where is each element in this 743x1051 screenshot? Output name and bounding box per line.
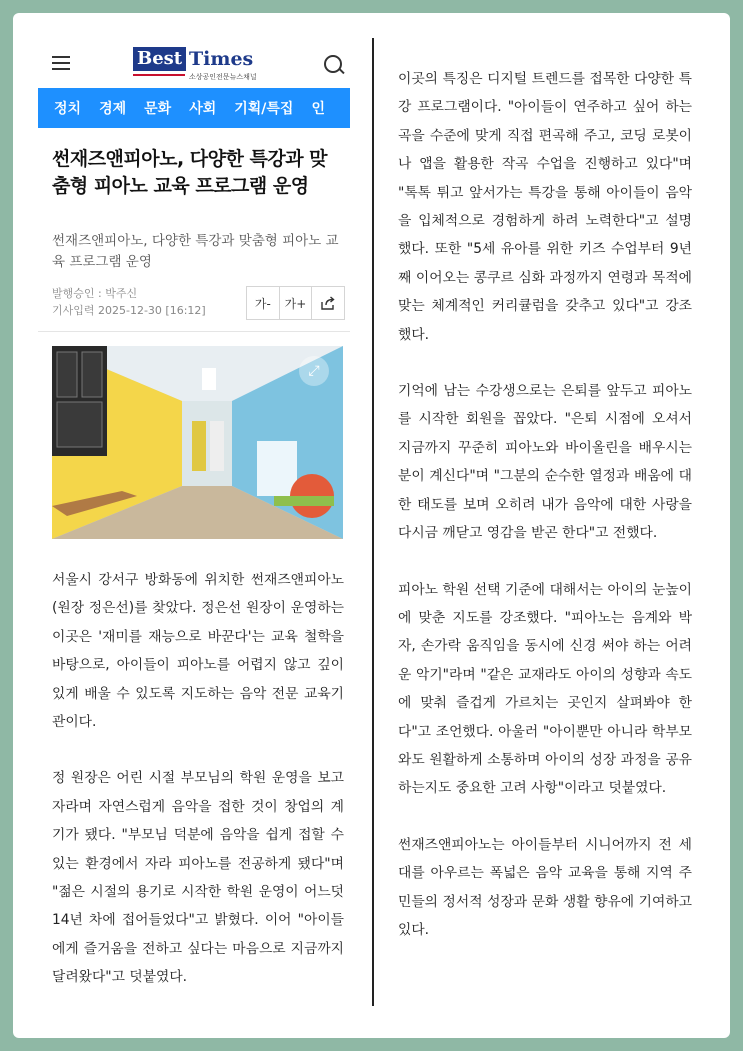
search-icon[interactable]: [324, 55, 342, 73]
category-nav: [38, 88, 350, 128]
paragraph: 기억에 남는 수강생으로는 은퇴를 앞두고 피아노를 시작한 회원을 꼽았다. "은퇴 시점에 오셔서 지금까지 꾸준히 피아노와 바이올린을 배우시는 분이 계신다"며 "그분의 순수한 열정과 배움에 대한 태도를 보며 오히려 내가 음악에 대한 사랑을 다시금 깨닫고 영감을 받곤 한다"고 전했다.: [398, 383, 692, 542]
article-body-right: [398, 65, 692, 972]
nav-item-politics[interactable]: 정치: [54, 101, 82, 117]
logo-underline: [133, 74, 185, 76]
article-body-left: [52, 566, 344, 1020]
nav-item-features[interactable]: 기획/특집: [234, 101, 294, 117]
approver-line: 발행승인 : 박주신: [52, 287, 138, 300]
logo-best: Best: [133, 47, 186, 71]
expand-icon[interactable]: ⤢: [299, 356, 329, 386]
publish-date: 기사입력 2025-12-30 [16:12]: [52, 304, 206, 317]
paragraph: 정 원장은 어린 시절 부모님의 학원 운영을 보고 자라며 자연스럽게 음악을 접한 것이 창업의 계기가 됐다. "부모님 덕분에 음악을 쉽게 접할 수 있는 환경에서 자라 피아노를 전공하게 됐다"며 "젊은 시절의 용기로 시작한 학원 운영이 어느덧 14년 차에 접어들었다"고 밝혔다. 이어 "아이들에게 즐거움을 전하고 싶다는 마음으로 지금까지 달려왔다"고 덧붙였다.: [52, 770, 344, 986]
article-meta: [52, 285, 206, 319]
paragraph: 이곳의 특징은 디지털 트렌드를 접목한 다양한 특강 프로그램이다. "아이들이 연주하고 싶어 하는 곡을 수준에 맞게 직접 편곡해 주고, 코딩 로봇이나 앱을 활용한 작곡 수업을 진행하고 있다"며 "톡톡 튀고 앞서가는 특강을 통해 아이들이 음악을 입체적으로 경험하게 하려 노력한다"고 설명했다. 또한 "5세 유아를 위한 키즈 수업부터 9년째 이어오는 콩쿠르 심화 과정까지 연령과 목적에 맞는 체계적인 커리큘럼을 갖추고 있다"고 강조했다.: [398, 71, 692, 343]
article-subtitle: 썬재즈앤피아노, 다양한 특강과 맞춤형 피아노 교육 프로그램 운영: [52, 233, 339, 270]
site-header: [38, 40, 350, 86]
font-larger-button[interactable]: 가+: [280, 287, 313, 319]
header-divider: [38, 331, 350, 332]
hamburger-menu-icon[interactable]: [52, 56, 70, 70]
nav-item-people[interactable]: 인: [311, 101, 325, 117]
article-title: 썬재즈앤피아노, 다양한 특강과 맞춤형 피아노 교육 프로그램 운영: [52, 148, 328, 197]
paragraph: 피아노 학원 선택 기준에 대해서는 아이의 눈높이에 맞춘 지도를 강조했다. "피아노는 음계와 박자, 손가락 움직임을 동시에 신경 써야 하는 어려운 악기"라며 "같은 교재라도 아이의 성향과 속도에 맞춰 즐겁게 가르치는 곳인지 살펴봐야 한다"고 조언했다. 아울러 "아이뿐만 아니라 학부모와도 원활하게 소통하며 아이의 성장 과정을 공유하는지도 중요한 고려 사항"이라고 덧붙였다.: [398, 581, 692, 797]
paragraph: 썬재즈앤피아노는 아이들부터 시니어까지 전 세대를 아우르는 폭넓은 음악 교육을 통해 지역 주민들의 정서적 성장과 문화 생활 향유에 기여하고 있다.: [398, 836, 692, 938]
article-photo[interactable]: [52, 346, 343, 539]
nav-item-culture[interactable]: 문화: [144, 101, 172, 117]
logo-tagline: 소상공인전문뉴스채널: [189, 73, 257, 81]
nav-item-economy[interactable]: 경제: [99, 101, 127, 117]
share-button[interactable]: [312, 287, 344, 319]
font-smaller-button[interactable]: 가-: [247, 287, 280, 319]
article-tools: [246, 286, 345, 320]
share-icon: [320, 296, 336, 310]
nav-item-society[interactable]: 사회: [189, 101, 217, 117]
paragraph: 서울시 강서구 방화동에 위치한 썬재즈앤피아노(원장 정은선)를 찾았다. 정은선 원장이 운영하는 이곳은 '재미를 재능으로 바꾼다'는 교육 철학을 바탕으로, 아이들이 피아노를 어렵지 않고 깊이 있게 배울 수 있도록 지도하는 음악 전문 교육기관이다.: [52, 572, 344, 731]
logo-times: Times: [189, 48, 254, 70]
column-divider: [372, 38, 374, 1006]
